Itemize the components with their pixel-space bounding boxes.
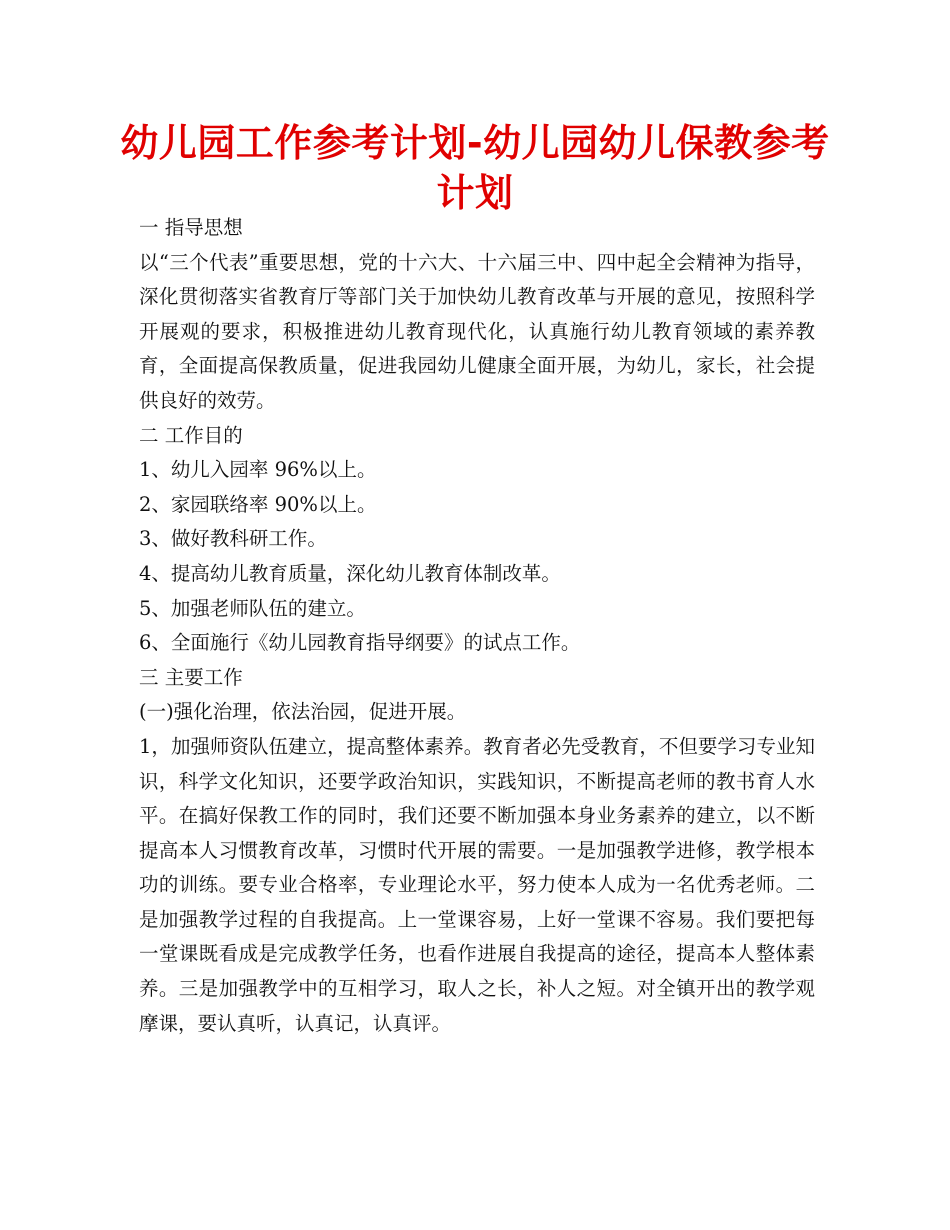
section-heading-guiding-thought: 一 指导思想 — [139, 216, 243, 239]
document-body — [139, 211, 815, 1041]
guiding-thought-paragraph: 以“三个代表”重要思想，党的十六大、十六届三中、四中起全会精神为指导，深化贯彻落实省教育厅等部门关于加快幼儿教育改革与开展的意见，按照科学开展观的要求，积极推进幼儿教育现代化，认真施行幼儿教育领域的素养教育，全面提高保教质量，促进我园幼儿健康全面开展，为幼儿，家长，社会提供良好的效劳。 — [139, 250, 815, 412]
main-work-subheading: (一)强化治理，依法治园，促进开展。 — [139, 700, 467, 724]
goal-item: 2、家园联络率 90%以上。 — [139, 492, 377, 516]
goal-item: 1、幼儿入园率 96%以上。 — [139, 458, 377, 482]
goal-item: 4、提高幼儿教育质量，深化幼儿教育体制改革。 — [139, 561, 561, 585]
goal-item: 6、全面施行《幼儿园教育指导纲要》的试点工作。 — [139, 631, 581, 655]
goal-item: 3、做好教科研工作。 — [139, 527, 327, 551]
main-work-paragraph: 1，加强师资队伍建立，提高整体素养。教育者必先受教育，不但要学习专业知识，科学文化知识，还要学政治知识，实践知识，不断提高老师的教书育人水平。在搞好保教工作的同时，我们还要不断加强本身业务素养的建立，以不断提高本人习惯教育改革，习惯时代开展的需要。一是加强教学进修，教学根本功的训练。要专业合格率，专业理论水平，努力使本人成为一名优秀老师。二是加强教学过程的自我提高。上一堂课容易，上好一堂课不容易。我们要把每一堂课既看成是完成教学任务，也看作进展自我提高的途径，提高本人整体素养。三是加强教学中的互相学习，取人之长，补人之短。对全镇开出的教学观摩课，要认真听，认真记，认真评。 — [139, 734, 815, 1035]
goal-item: 5、加强老师队伍的建立。 — [139, 596, 366, 620]
section-heading-main-work: 三 主要工作 — [139, 665, 243, 689]
document-title: 幼儿园工作参考计划-幼儿园幼儿保教参考计划 — [120, 121, 830, 215]
section-heading-work-goals: 二 工作目的 — [139, 423, 243, 447]
